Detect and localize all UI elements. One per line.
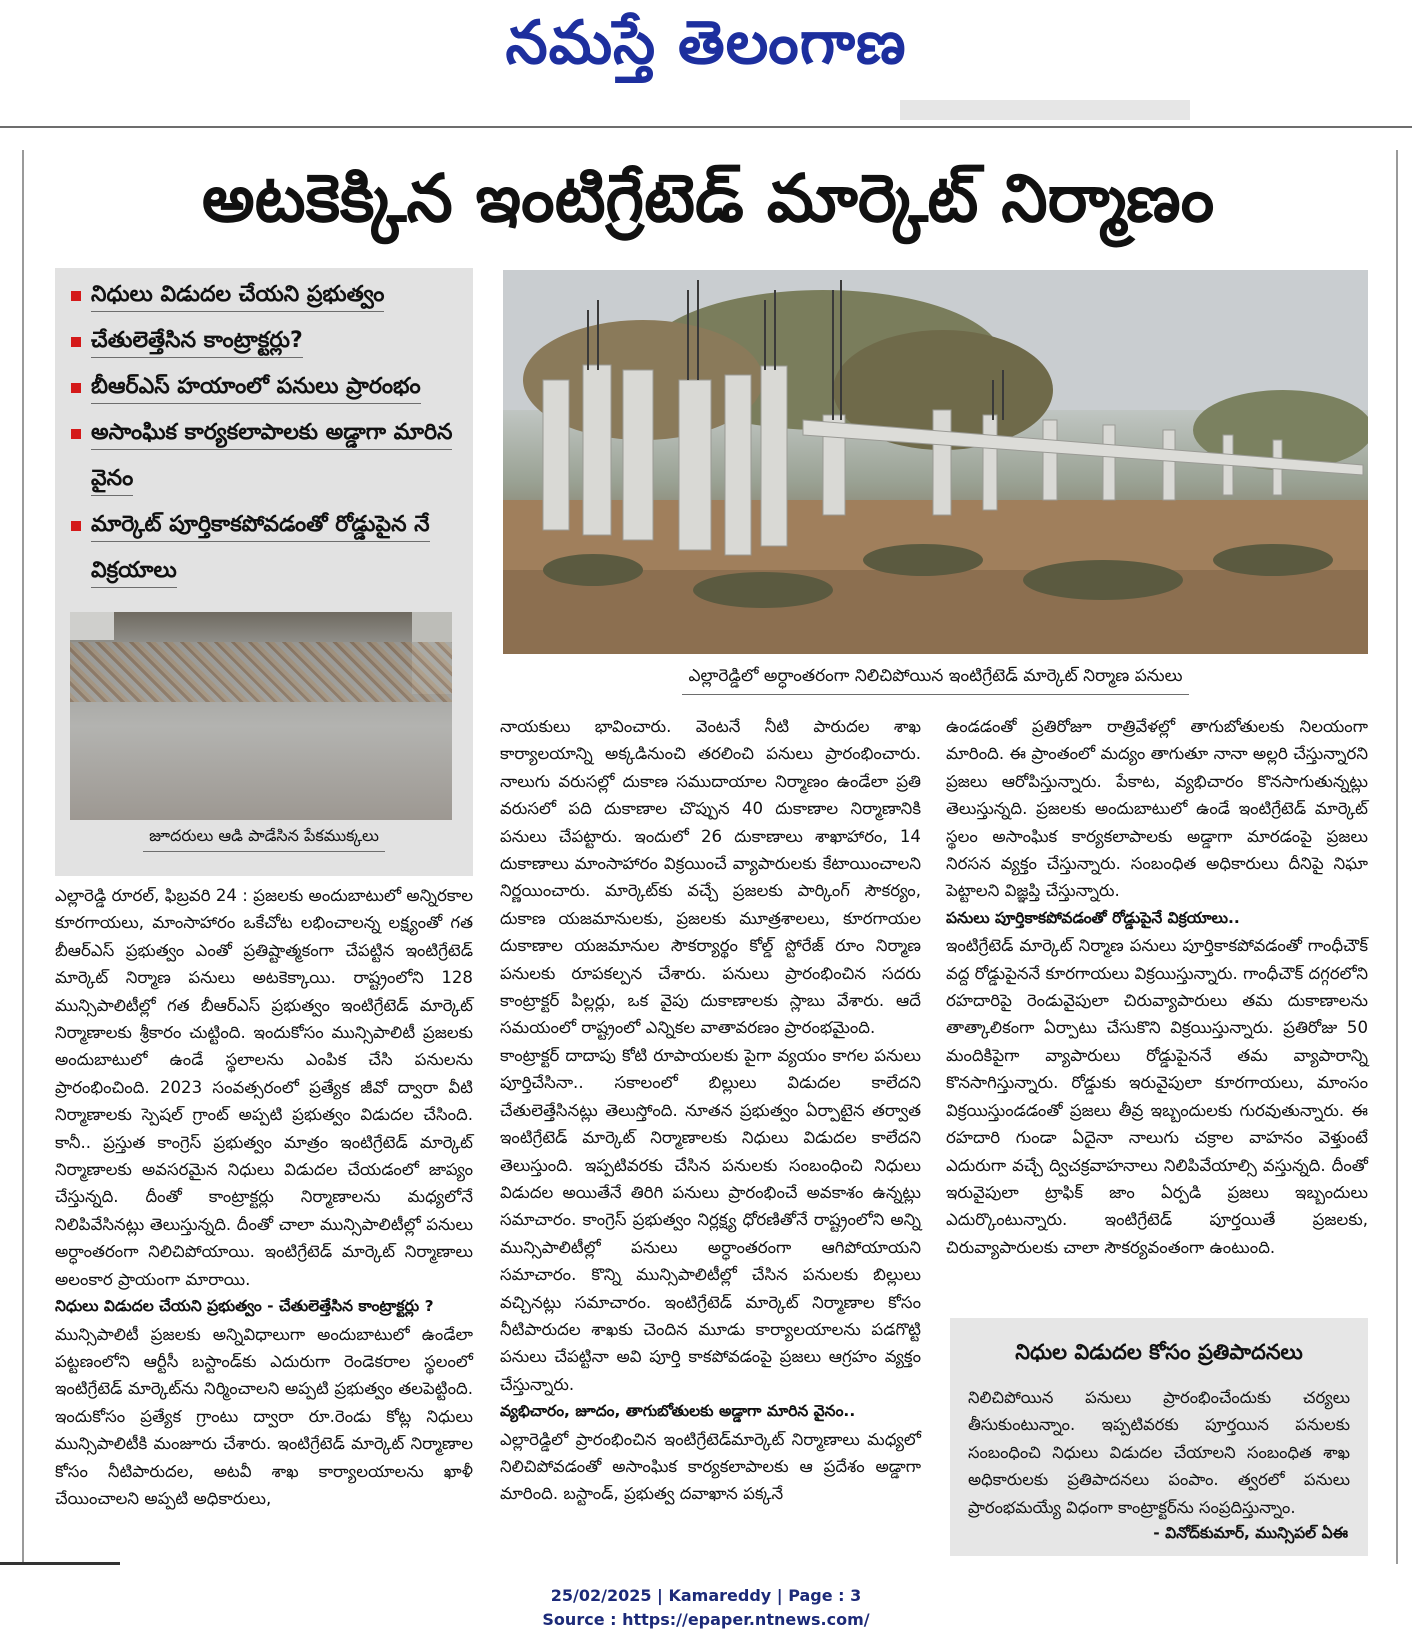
article-subheading: నిధులు విడుదల చేయని ప్రభుత్వం - చేతులెత్తేసిన కాంట్రాక్టర్లు ?: [55, 1297, 434, 1316]
big-photo-caption: ఎల్లారెడ్డిలో అర్ధాంతరంగా నిలిచిపోయిన ఇంటిగ్రేటెడ్ మార్కెట్ నిర్మాణ పనులు: [503, 666, 1368, 690]
article-paragraph: మున్సిపాలిటీ ప్రజలకు అన్నివిధాలుగా అందుబాటులో ఉండేలా పట్టణంలోని ఆర్టీసీ బస్టాండ్‌కు ఎదురుగా రెండెకరాల స్థలంలో ఇంటిగ్రేటెడ్ మార్కెట్‌ను నిర్మించాలని అప్పటి ప్రభుత్వం తలపెట్టింది. ఇందుకోసం ప్రత్యేక గ్రాంటు ద్వారా రూ.రెండు కోట్ల నిధులు మున్సిపాలిటీకి మంజూరు చేశారు. ఇంటిగ్రేటెడ్ మార్కెట్ నిర్మాణాల కోసం నీటిపారుదల, అటవీ శాఖ కార్యాలయాలను ఖాళీ చేయించాలని అప్పటి అధికారులు,: [55, 1324, 473, 1508]
headline: అటకెక్కిన ఇంటిగ్రేటెడ్ మార్కెట్ నిర్మాణం: [201, 160, 1215, 237]
official-quote-box: [950, 1318, 1368, 1556]
cropped-strip-box: [900, 100, 1190, 120]
footer-rule: [0, 1562, 120, 1565]
quote-box-body: నిలిచిపోయిన పనులు ప్రారంభించేందుకు చర్యలు తీసుకుంటున్నాం. ఇప్పటివరకు పూర్తయిన పనులకు సంబంధించి నిధులు విడుదల చేయాలని సంబంధిత శాఖ అధికారులకు ప్రతిపాదనలు పంపాం. త్వరలో పనులు ప్రారంభమయ్యే విధంగా కాంట్రాక్టర్‌ను సంప్రదిస్తున్నాం.: [968, 1388, 1350, 1517]
quote-box-signature: - వినోద్‌కుమార్, మున్సిపల్ ఏఈ: [1153, 1524, 1348, 1542]
article-paragraph: కాంట్రాక్టర్ దాదాపు కోటి రూపాయలకు పైగా వ్యయం కాగల పనులు పూర్తిచేసినా.. సకాలంలో బిల్లులు విడుదల కాలేదని చేతులెత్తేసినట్లు తెలుస్తోంది. నూతన ప్రభుత్వం ఏర్పాటైన తర్వాత ఇంటిగ్రేటెడ్ మార్కెట్ నిర్మాణాలకు నిధులు విడుదల కాలేదని తెలుస్తుంది. ఇప్పటివరకు చేసిన పనులకు సంబంధించి నిధులు విడుదల అయితేనే తిరిగి పనులు ప్రారంభించే అవకాశం ఉన్నట్లు సమాచారం. కాంగ్రెస్ ప్రభుత్వం నిర్లక్ష్య ధోరణితోనే రాష్ట్రంలోని అన్ని మున్సిపాలిటీల్లో పనులు అర్ధాంతరంగా ఆగిపోయాయని సమాచారం. కొన్ని మున్సిపాలిటీల్లో చేసిన పనులకు బిల్లులు వచ్చినట్లు సమాచారం. ఇంటిగ్రేటెడ్ మార్కెట్ నిర్మాణాల కోసం నీటిపారుదల శాఖకు చెందిన మూడు కార్యాలయాలను పడగొట్టి పనులు చేపట్టినా అవి పూర్తి కాకపోవడంపై ప్రజలు ఆగ్రహం వ్యక్తం చేస్తున్నారు.: [500, 1045, 921, 1394]
highlight-item: మార్కెట్ పూర్తికాకపోవడంతో రోడ్డుపైన నే విక్రయాలు: [55, 502, 473, 594]
highlight-item: నిధులు విడుదల చేయని ప్రభుత్వం: [55, 272, 473, 318]
article-column-1: [55, 882, 473, 1512]
highlights-list: [55, 272, 473, 594]
article-column-2: [500, 713, 921, 1508]
construction-illustration: [503, 270, 1368, 654]
market-construction-photo: [503, 270, 1368, 654]
cropped-strip: [0, 100, 1412, 122]
article-paragraph: ఎల్లారెడ్డిలో ప్రారంభించిన ఇంటిగ్రేటెడ్‌మార్కెట్ నిర్మాణాలు మధ్యలో నిలిచిపోవడంతో అసాంఘిక కార్యకలాపాలకు ఆ ప్రదేశం అడ్డాగా మారింది. బస్టాండ్, ప్రభుత్వ దవాఖాన పక్కనే: [500, 1429, 921, 1504]
highlight-item: అసాంఘిక కార్యకలాపాలకు అడ్డాగా మారిన వైనం: [55, 410, 473, 502]
highlight-item: చేతులెత్తేసిన కాంట్రాక్టర్లు?: [55, 318, 473, 364]
quote-box-title: నిధుల విడుదల కోసం ప్రతిపాదనలు: [1015, 1340, 1303, 1364]
page-footer: [0, 1584, 1412, 1632]
article-subheading: పనులు పూర్తికాకపోవడంతో రోడ్డుపైనే విక్రయాలు..: [946, 908, 1240, 927]
article-paragraph: ఉండడంతో ప్రతిరోజూ రాత్రివేళల్లో తాగుబోతులకు నిలయంగా మారింది. ఈ ప్రాంతంలో మద్యం తాగుతూ నానా అల్లరి చేస్తున్నారని ప్రజలు ఆరోపిస్తున్నారు. పేకాట, వ్యభిచారం కొనసాగుతున్నట్లు తెలుస్తున్నది. ప్రజలకు అందుబాటులో ఉండే ఇంటిగ్రేటెడ్ మార్కెట్ స్థలం అసాంఘిక కార్యకలాపాలకు అడ్డాగా మారడంపై ప్రజలు నిరసన వ్యక్తం చేస్తున్నారు. సంబంధిత అధికారులు దీనిపై నిఘా పెట్టాలని విజ్ఞప్తి చేస్తున్నారు.: [946, 717, 1368, 901]
footer-source: Source : https://epaper.ntnews.com/: [542, 1610, 870, 1629]
small-photo-caption: జూదరులు ఆడి పాడేసిన పేకముక్కలు: [55, 826, 473, 849]
top-rule: [0, 126, 1412, 128]
footer-date-edition: 25/02/2025 | Kamareddy | Page : 3: [550, 1586, 862, 1605]
article-column-3: [946, 713, 1368, 1261]
article-paragraph: నాయకులు భావించారు. వెంటనే నీటి పారుదల శాఖ కార్యాలయాన్ని అక్కడినుంచి తరలించి పనులు ప్రారంభించారు. నాలుగు వరుసల్లో దుకాణ సముదాయాల నిర్మాణం ఉండేలా ప్రతి వరుసలో పది దుకాణాల చొప్పున 40 దుకాణాల నిర్మాణానికి పనులు చేపట్టారు. ఇందులో 26 దుకాణాలు శాఖాహారం, 14 దుకాణాలు మాంసాహారం విక్రయించే వ్యాపారులకు కేటాయించాలని నిర్ణయించారు. మార్కెట్‌కు వచ్చే ప్రజలకు పార్కింగ్ సౌకర్యం, దుకాణ యజమానులకు, ప్రజలకు మూత్రశాలలు, కూరగాయల దుకాణాల యజమానుల సౌకర్యార్థం కోల్డ్ స్టోరేజ్ రూం నిర్మాణ పనులకు రూపకల్పన చేశారు. పనులు ప్రారంభించిన సదరు కాంట్రాక్టర్ పిల్లర్లు, ఒక వైపు దుకాణాలకు స్లాబు వేశారు. ఆదే సమయంలో రాష్ట్రంలో ఎన్నికల వాతావరణం ప్రారంభమైంది.: [500, 717, 921, 1038]
highlight-item: బీఆర్ఎస్ హయాంలో పనులు ప్రారంభం: [55, 364, 473, 410]
masthead: [0, 0, 1412, 100]
playing-cards-photo: [70, 612, 452, 820]
article-subheading: వ్యభిచారం, జూదం, తాగుబోతులకు అడ్డాగా మారిన వైనం..: [500, 1402, 856, 1421]
article-paragraph: ఇంటిగ్రేటెడ్ మార్కెట్ నిర్మాణ పనులు పూర్తికాకపోవడంతో గాంధీచౌక్ వద్ద రోడ్డుపైననే కూరగాయలు విక్రయిస్తున్నారు. గాంధీచౌక్ దగ్గరలోని రహదారిపై రెండువైపులా చిరువ్యాపారులు తమ దుకాణాలను తాత్కాలికంగా ఏర్పాటు చేసుకొని విక్రయిస్తున్నారు. ప్రతిరోజు 50 మందికిపైగా వ్యాపారులు రోడ్డుపైననే తమ వ్యాపారాన్ని కొనసాగిస్తున్నారు. రోడ్డుకు ఇరువైపులా కూరగాయలు, మాంసం విక్రయిస్తుండడంతో ప్రజలు తీవ్ర ఇబ్బందులకు గురవుతున్నారు. ఈ రహదారి గుండా ఏదైనా నాలుగు చక్రాల వాహనం వెళ్తుంటే ఎదురుగా వచ్చే ద్విచక్రవాహనాలు నిలిపివేయాల్సి వస్తున్నది. దీంతో ఇరువైపులా ట్రాఫిక్ జాం ఏర్పడి ప్రజలు ఇబ్బందులు ఎదుర్కొంటున్నారు. ఇంటిగ్రేటెడ్ పూర్తయితే ప్రజలకు, చిరువ్యాపారులకు చాలా సౌకర్యవంతంగా ఉంటుంది.: [946, 936, 1368, 1257]
article-paragraph: ఎల్లారెడ్డి రూరల్, ఫిబ్రవరి 24 : ప్రజలకు అందుబాటులో అన్నిరకాల కూరగాయలు, మాంసాహారం ఒకేచోట లభించాలన్న లక్ష్యంతో గత బీఆర్ఎస్ ప్రభుత్వం ఎంతో ప్రతిష్టాత్మకంగా చేపట్టిన ఇంటిగ్రేటెడ్ మార్కెట్ నిర్మాణ పనులు అటకెక్కాయి. రాష్ట్రంలోని 128 మున్సిపాలిటీల్లో గత బీఆర్ఎస్ ప్రభుత్వం ఇంటిగ్రేటెడ్ మార్కెట్ నిర్మాణాలకు శ్రీకారం చుట్టింది. ఇందుకోసం మున్సిపాలిటీ ప్రజలకు అందుబాటులో ఉండే స్థలాలను ఎంపిక చేసి పనులను ప్రారంభించింది. 2023 సంవత్సరంలో ప్రత్యేక జీవో ద్వారా వీటి నిర్మాణాలకు స్పెషల్ గ్రాంట్ అప్పటి ప్రభుత్వం విడుదల చేసింది. కానీ.. ప్రస్తుత కాంగ్రెస్ ప్రభుత్వం మాత్రం ఇంటిగ్రేటెడ్ మార్కెట్ నిర్మాణాలకు అవసరమైన నిధులు విడుదల చేయడంలో జాప్యం చేస్తున్నది. దీంతో కాంట్రాక్టర్లు నిర్మాణాలను మధ్యలోనే నిలిపివేసినట్లు తెలుస్తున్నది. దీంతో చాలా మున్సిపాలిటీల్లో పనులు అర్ధాంతరంగా నిలిచిపోయాయి. ఇంటిగ్రేటెడ్ మార్కెట్ నిర్మాణాలు అలంకార ప్రాయంగా మారాయి.: [55, 886, 473, 1289]
newspaper-logo: నమస్తే తెలంగాణ: [505, 8, 907, 78]
